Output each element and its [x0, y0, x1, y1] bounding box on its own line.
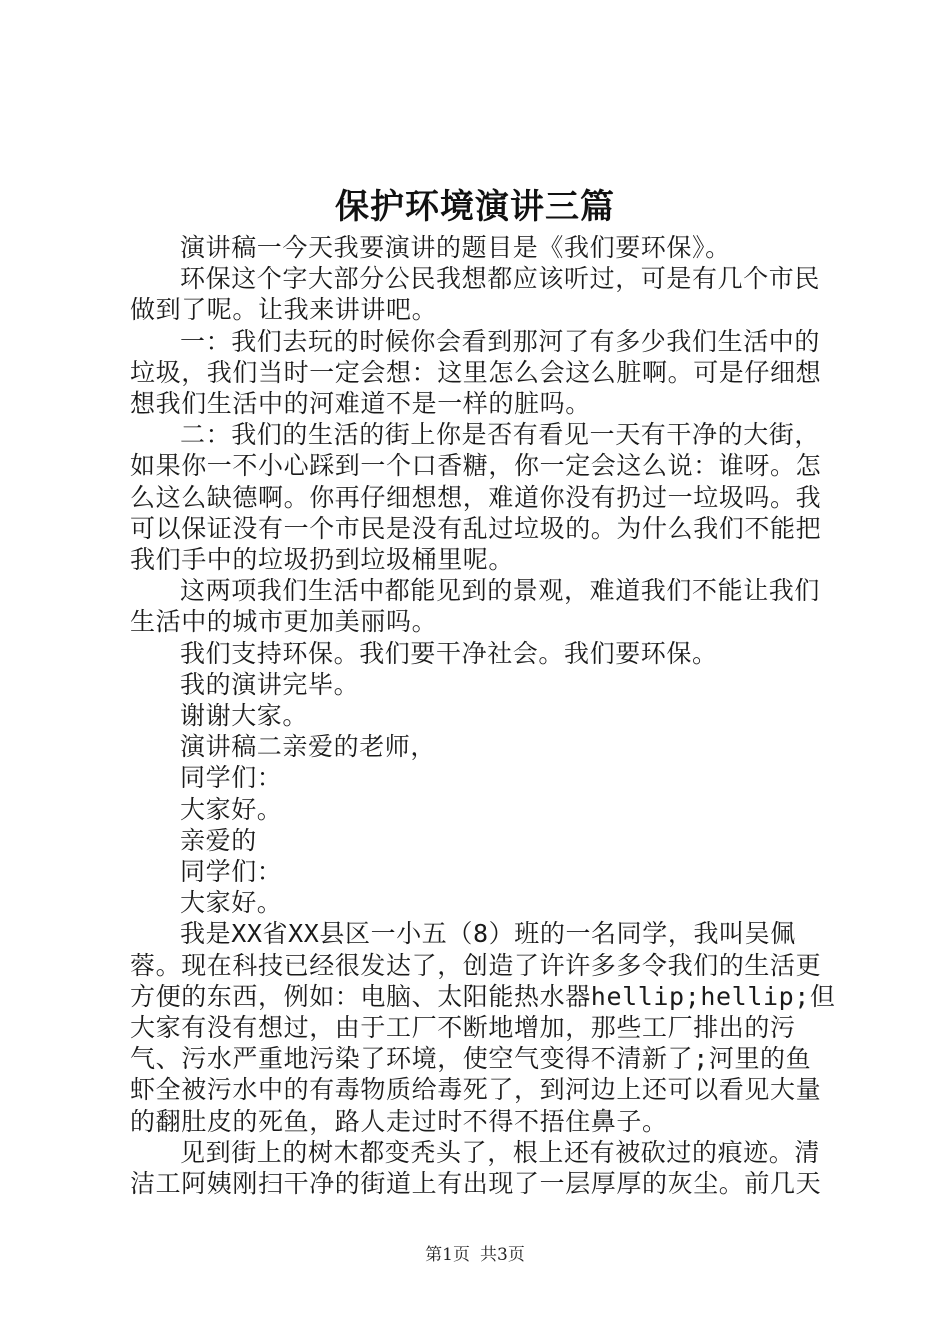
paragraph: 同学们：: [180, 857, 283, 887]
paragraph: 亲爱的: [180, 825, 257, 855]
paragraph: 环保这个字大部分公民我想都应该听过，可是有几个市民做到了呢。让我来讲讲吧。: [130, 264, 821, 325]
document-body: [130, 232, 836, 1199]
paragraph: 我是XX省XX县区一小五（8）班的一名同学，我叫吴佩蓉。现在科技已经很发达了，创造了许许多多令我们的生活更方便的东西，例如：电脑、太阳能热水器hellip;hellip;但大家有没有想过，由于工厂不断地增加，那些工厂排出的污气、污水严重地污染了环境，使空气变得不清新了;河里的鱼虾全被污水中的有毒物质给毒死了，到河边上还可以看见大量的翻肚皮的死鱼，路人走过时不得不捂住鼻子。: [130, 919, 836, 1136]
paragraph: 见到街上的树木都变秃头了，根上还有被砍过的痕迹。清洁工阿姨刚扫干净的街道上有出现了一层厚厚的灰尘。前几天: [130, 1137, 822, 1199]
paragraph: 二：我们的生活的街上你是否有看见一天有干净的大街，如果你一不小心踩到一个口香糖，你一定会这么说：谁呀。怎么这么缺德啊。你再仔细想想，难道你没有扔过一垃圾吗。我可以保证没有一个市民是没有乱过垃圾的。为什么我们不能把我们手中的垃圾扔到垃圾桶里呢。: [130, 420, 822, 575]
page-total: 共3页: [480, 1245, 525, 1265]
paragraph: 大家好。: [180, 794, 283, 824]
paragraph: 谢谢大家。: [180, 701, 309, 731]
paragraph: 演讲稿一今天我要演讲的题目是《我们要环保》。: [180, 233, 731, 262]
paragraph: 一：我们去玩的时候你会看到那河了有多少我们生活中的垃圾，我们当时一定会想：这里怎么会这么脏啊。可是仔细想想我们生活中的河难道不是一样的脏吗。: [130, 326, 822, 419]
page-footer: [0, 1243, 950, 1267]
document-title: 保护环境演讲三篇: [335, 187, 615, 227]
paragraph: 这两项我们生活中都能见到的景观，难道我们不能让我们生活中的城市更加美丽吗。: [130, 576, 821, 637]
paragraph: 大家好。: [180, 888, 283, 918]
paragraph: 我的演讲完毕。: [180, 669, 360, 699]
page-number: 第1页: [425, 1245, 470, 1265]
paragraph: 演讲稿二亲爱的老师，: [180, 732, 437, 762]
paragraph: 同学们：: [180, 763, 283, 793]
paragraph: 我们支持环保。我们要干净社会。我们要环保。: [180, 638, 718, 668]
